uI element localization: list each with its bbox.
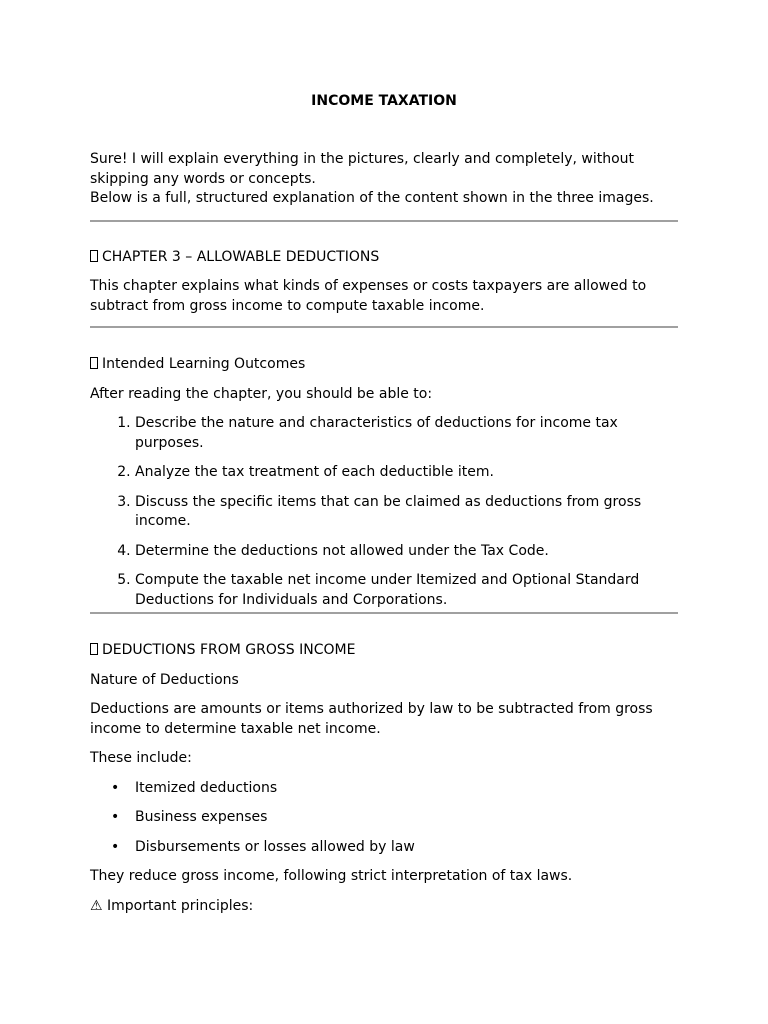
list-item (111, 779, 678, 799)
list-item (111, 838, 678, 858)
document-icon (90, 643, 98, 655)
divider (90, 326, 678, 328)
deductions-lead: These include: (90, 750, 192, 766)
intro-line-1: Sure! I will explain everything in the pictures, clearly and completely, without skipping any words or concepts. (90, 151, 635, 187)
chapter-heading-text: CHAPTER 3 – ALLOWABLE DEDUCTIONS (102, 248, 380, 265)
list-item: 2. Analyze the tax treatment of each deductible item. (135, 463, 678, 483)
outcomes-heading (90, 355, 678, 375)
chapter-heading (90, 248, 678, 268)
bullet-icon: • (111, 779, 120, 796)
bullet-icon: • (111, 809, 120, 825)
document-body (90, 150, 678, 926)
outcomes-lead: After reading the chapter, you should be able to: (90, 385, 433, 402)
list-item: 4. Determine the deductions not allowed under the Tax Code. (135, 542, 678, 562)
bullet-icon: • (111, 838, 120, 855)
deductions-bullets (90, 779, 678, 858)
list-item (111, 808, 678, 828)
divider (90, 220, 678, 222)
intro-block (90, 150, 678, 209)
list-item: 1. Describe the nature and characteristics of deductions for income tax purposes. (135, 414, 678, 453)
document-title: INCOME TAXATION (311, 93, 457, 109)
intro-line-2: Below is a full, structured explanation of the content shown in the three images. (90, 190, 654, 206)
deductions-heading (90, 641, 678, 661)
target-icon (90, 357, 98, 369)
list-item: 5. Compute the taxable net income under Itemized and Optional Standard Deductions for Individuals and Corporations. (135, 571, 678, 610)
list-item-text: Itemized deductions (135, 779, 278, 796)
chapter-description: This chapter explains what kinds of expenses or costs taxpayers are allowed to subtract from gross income to compute taxable income. (90, 278, 647, 314)
list-item-text: Disbursements or losses allowed by law (135, 838, 415, 855)
outcomes-list (90, 414, 678, 610)
divider (90, 612, 678, 614)
deductions-subheading: Nature of Deductions (90, 671, 239, 688)
book-icon (90, 250, 98, 262)
outcomes-heading-text: Intended Learning Outcomes (102, 356, 306, 372)
deductions-heading-text: DEDUCTIONS FROM GROSS INCOME (102, 642, 356, 658)
deductions-closing: They reduce gross income, following strict interpretation of tax laws. (90, 868, 573, 884)
list-item: 3. Discuss the specific items that can be claimed as deductions from gross income. (135, 493, 678, 532)
principles-label: ⚠ Important principles: (90, 897, 254, 914)
list-item-text: Business expenses (135, 809, 268, 825)
deductions-definition: Deductions are amounts or items authorized by law to be subtracted from gross income to determine taxable net income. (90, 701, 653, 737)
